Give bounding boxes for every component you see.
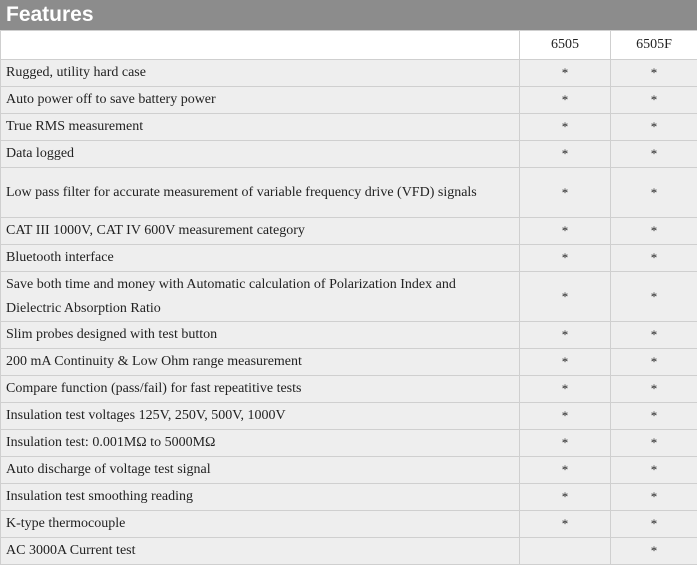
table-row — [1, 114, 697, 141]
table-row — [1, 141, 697, 168]
feature-cell: Compare function (pass/fail) for fast repeatitive tests — [1, 376, 520, 403]
table-row — [1, 322, 697, 349]
table-row — [1, 168, 697, 218]
section-title: Features — [0, 0, 697, 30]
feature-cell: Save both time and money with Automatic calculation of Polarization Index and Dielectric Absorption Ratio — [1, 272, 520, 322]
mark-6505f-cell: * — [611, 114, 697, 141]
feature-cell: Auto power off to save battery power — [1, 87, 520, 114]
feature-cell: AC 3000A Current test — [1, 538, 520, 565]
mark-6505f-cell: * — [611, 538, 697, 565]
mark-6505-cell: * — [520, 168, 611, 218]
mark-6505-cell: * — [520, 484, 611, 511]
column-header-feature — [1, 31, 520, 60]
mark-6505f-cell: * — [611, 322, 697, 349]
table-row — [1, 457, 697, 484]
mark-6505-cell: * — [520, 272, 611, 322]
mark-6505f-cell: * — [611, 376, 697, 403]
feature-cell: Auto discharge of voltage test signal — [1, 457, 520, 484]
feature-cell: Insulation test voltages 125V, 250V, 500V, 1000V — [1, 403, 520, 430]
mark-6505-cell: * — [520, 430, 611, 457]
mark-6505-cell: * — [520, 457, 611, 484]
column-header-6505: 6505 — [520, 31, 611, 60]
mark-6505f-cell: * — [611, 60, 697, 87]
feature-cell: Low pass filter for accurate measurement of variable frequency drive (VFD) signals — [1, 168, 520, 218]
table-row — [1, 60, 697, 87]
mark-6505-cell: * — [520, 322, 611, 349]
mark-6505f-cell: * — [611, 141, 697, 168]
mark-6505-cell: * — [520, 511, 611, 538]
features-table — [0, 30, 697, 565]
feature-cell: K-type thermocouple — [1, 511, 520, 538]
table-row — [1, 87, 697, 114]
mark-6505f-cell: * — [611, 511, 697, 538]
mark-6505f-cell: * — [611, 457, 697, 484]
mark-6505-cell: * — [520, 349, 611, 376]
feature-cell: Bluetooth interface — [1, 245, 520, 272]
table-row — [1, 511, 697, 538]
mark-6505-cell: * — [520, 114, 611, 141]
table-row — [1, 349, 697, 376]
table-row — [1, 245, 697, 272]
mark-6505-cell: * — [520, 218, 611, 245]
feature-cell: CAT III 1000V, CAT IV 600V measurement category — [1, 218, 520, 245]
feature-cell: True RMS measurement — [1, 114, 520, 141]
table-row — [1, 376, 697, 403]
mark-6505f-cell: * — [611, 218, 697, 245]
mark-6505-cell: * — [520, 141, 611, 168]
feature-cell: Insulation test: 0.001MΩ to 5000MΩ — [1, 430, 520, 457]
table-row — [1, 403, 697, 430]
table-row — [1, 430, 697, 457]
feature-cell: 200 mA Continuity & Low Ohm range measurement — [1, 349, 520, 376]
table-row — [1, 272, 697, 322]
feature-cell: Rugged, utility hard case — [1, 60, 520, 87]
table-row — [1, 218, 697, 245]
table-row — [1, 538, 697, 565]
mark-6505-cell — [520, 538, 611, 565]
mark-6505f-cell: * — [611, 349, 697, 376]
mark-6505-cell: * — [520, 87, 611, 114]
column-header-6505f: 6505F — [611, 31, 697, 60]
mark-6505-cell: * — [520, 403, 611, 430]
feature-cell: Insulation test smoothing reading — [1, 484, 520, 511]
mark-6505f-cell: * — [611, 245, 697, 272]
mark-6505f-cell: * — [611, 87, 697, 114]
mark-6505-cell: * — [520, 376, 611, 403]
table-header-row — [1, 31, 697, 60]
feature-cell: Data logged — [1, 141, 520, 168]
mark-6505f-cell: * — [611, 168, 697, 218]
mark-6505f-cell: * — [611, 430, 697, 457]
mark-6505-cell: * — [520, 245, 611, 272]
feature-cell: Slim probes designed with test button — [1, 322, 520, 349]
table-row — [1, 484, 697, 511]
mark-6505f-cell: * — [611, 403, 697, 430]
mark-6505f-cell: * — [611, 484, 697, 511]
mark-6505-cell: * — [520, 60, 611, 87]
table-body — [1, 60, 697, 565]
mark-6505f-cell: * — [611, 272, 697, 322]
